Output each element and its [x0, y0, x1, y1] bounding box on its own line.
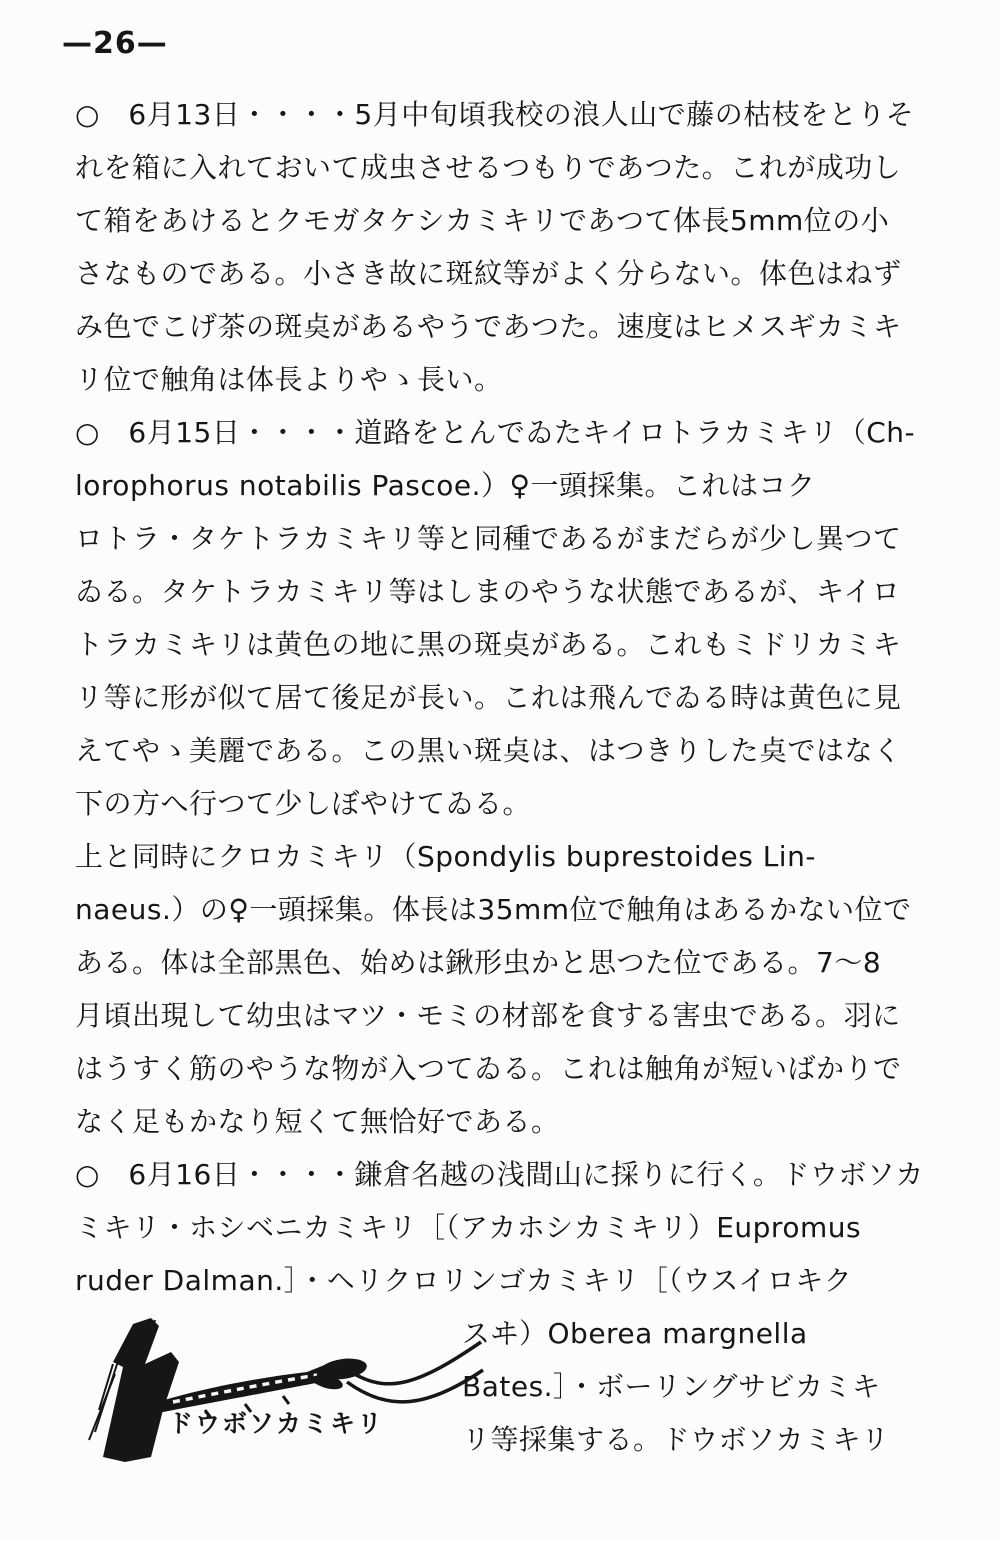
figure-caption: ドウボソカミキリ: [168, 1409, 385, 1438]
beetle-illustration: [55, 1312, 485, 1472]
text-line: れを箱に入れておいて成虫させるつもりであつた。これが成功し: [75, 151, 902, 184]
text-line: 下の方へ行つて少しぼやけてゐる。: [75, 787, 532, 820]
text-line: はうすく筋のやうな物が入つてゐる。これは触角が短いばかりで: [75, 1052, 902, 1085]
text-line: リ等に形が似て居て後足が長い。これは飛んでゐる時は黄色に見: [75, 681, 902, 714]
text-line: 上と同時にクロカミキリ（Spondylis buprestoides Lin-: [75, 840, 816, 873]
page-number: —26—: [62, 26, 168, 61]
text-line: なく足もかなり短くて無恰好である。: [75, 1105, 560, 1138]
text-line: て箱をあけるとクモガタケシカミキリであつて体長5mm位の小: [75, 204, 890, 237]
text-line: Bates.］・ボーリングサビカミキ: [462, 1370, 881, 1403]
text-line: ○ 6月16日・・・・鎌倉名越の浅間山に採りに行く。ドウボソカ: [75, 1158, 924, 1191]
text-line: リ等採集する。ドウボソカミキリ: [462, 1423, 890, 1456]
text-line: リ位で触角は体長よりやゝ長い。: [75, 363, 503, 396]
text-line: スヰ）Oberea margnella: [462, 1317, 808, 1350]
beetle-antennae-sketch: [347, 1342, 483, 1402]
text-line: さなものである。小さき故に斑紋等がよく分らない。体色はねず: [75, 257, 902, 290]
text-line: ゐる。タケトラカミキリ等はしまのやうな状態であるが、キイロ: [75, 575, 901, 608]
text-line: ○ 6月13日・・・・5月中旬頃我校の浪人山で藤の枯枝をとりそ: [75, 98, 915, 131]
text-line: み色でこげ茶の斑奌があるやうであつた。速度はヒメスギカミキ: [75, 310, 902, 343]
text-line: トラカミキリは黄色の地に黒の斑奌がある。これもミドリカミキ: [75, 628, 902, 661]
text-line: ruder Dalman.］・ヘリクロリンゴカミキリ［（ウスイロキク: [75, 1264, 853, 1297]
text-line: naeus.）の♀一頭採集。体長は35mm位で触角はあるかない位で: [75, 893, 912, 926]
text-line: ロトラ・タケトラカミキリ等と同種であるがまだらが少し異つて: [75, 522, 902, 555]
text-line: ○ 6月15日・・・・道路をとんでゐたキイロトラカミキリ（Ch-: [75, 416, 916, 449]
text-line: えてやゝ美麗である。この黒い斑奌は、はつきりした奌ではなく: [75, 734, 902, 767]
text-line: 月頃出現して幼虫はマツ・モミの材部を食する害虫である。羽に: [75, 999, 901, 1032]
text-line: lorophorus notabilis Pascoe.）♀一頭採集。これはコク: [75, 469, 816, 502]
beetle-sketch-svg: [55, 1312, 485, 1472]
text-line: ミキリ・ホシベニカミキリ［（アカホシカミキリ）Eupromus: [75, 1211, 862, 1244]
branch-sketch: [89, 1318, 179, 1462]
text-line: ある。体は全部黒色、始めは鍬形虫かと思つた位である。7～8: [75, 946, 882, 979]
